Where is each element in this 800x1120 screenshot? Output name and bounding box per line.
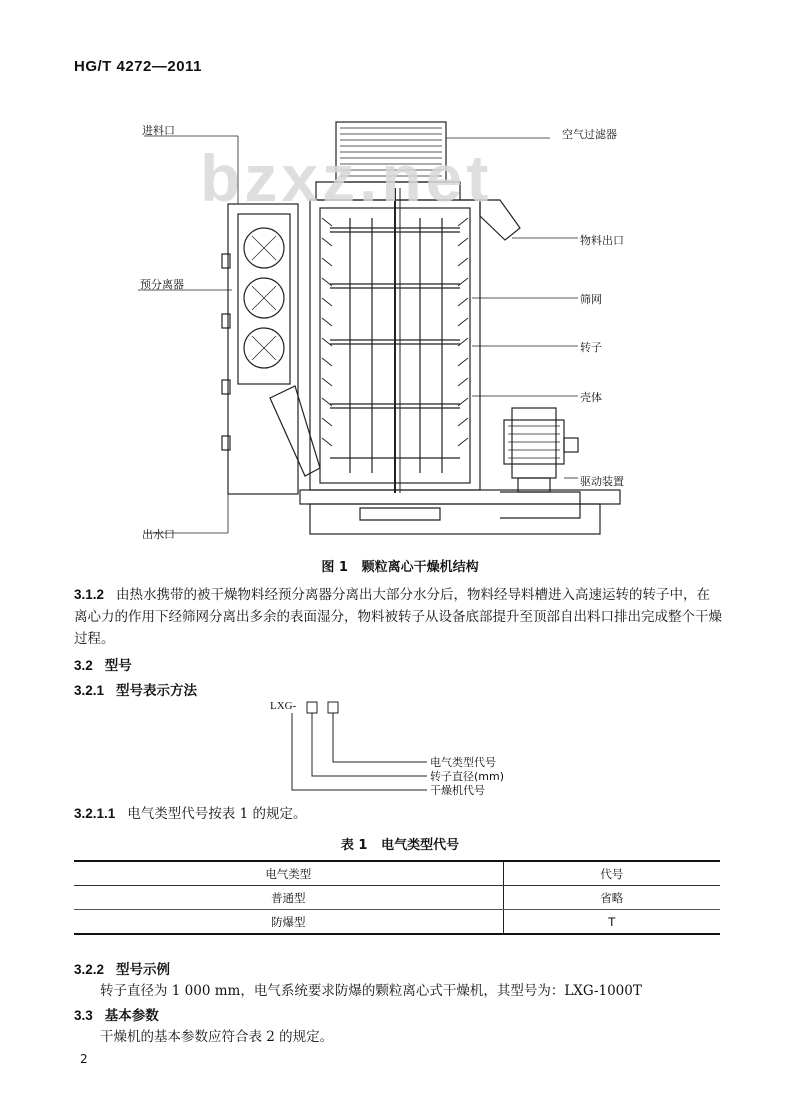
model-code-line-2: 转子直径(mm)	[430, 770, 505, 783]
section-3-2-1-heading	[74, 679, 197, 699]
section-number: 3.2.1.1	[74, 806, 116, 821]
figure-caption-number: 图 1	[321, 560, 348, 575]
section-3-2-heading	[74, 654, 132, 674]
figure-caption	[0, 556, 800, 575]
section-title: 基本参数	[104, 1008, 159, 1024]
table-cell: 省略	[503, 886, 720, 910]
paragraph-text: 由热水携带的被干燥物料经预分离器分离出大部分水分后，物料经导料槽进入高速运转的转子中，在离心力的作用下经筛网分离出多余的表面湿分，物料被转子从设备底部提升至顶部自出料口排出完成整个干燥过程。	[74, 587, 722, 647]
section-3-2-2-heading	[74, 958, 170, 978]
paragraph-3-2-1-1	[74, 803, 306, 825]
table-row	[74, 886, 720, 910]
paragraph-text: 电气类型代号按表 1 的规定。	[127, 806, 307, 822]
table-row	[74, 910, 720, 935]
model-code-line-3: 干燥机代号	[430, 784, 485, 797]
figure-caption-text: 颗粒离心干燥机结构	[361, 560, 479, 575]
label-housing: 壳体	[580, 391, 602, 404]
label-water-outlet: 出水口	[142, 528, 175, 541]
paragraph-3-1-2	[74, 584, 722, 650]
model-code-diagram	[262, 698, 562, 808]
section-number: 3.2.2	[74, 962, 105, 977]
section-number: 3.3	[74, 1008, 93, 1023]
section-title: 型号	[104, 658, 132, 674]
label-material-outlet: 物料出口	[580, 234, 624, 247]
section-number: 3.1.2	[74, 587, 105, 602]
label-feed-inlet: 进料口	[142, 124, 175, 137]
label-pre-separator: 预分离器	[140, 278, 184, 291]
paragraph-3-2-2: 转子直径为 1 000 mm，电气系统要求防爆的颗粒离心式干燥机，其型号为：LXG-1000T	[100, 983, 642, 999]
page-number: 2	[80, 1052, 88, 1066]
table-cell: T	[503, 910, 720, 935]
watermark: bzxz.net	[200, 141, 493, 215]
label-rotor: 转子	[580, 341, 602, 354]
paragraph-3-3: 干燥机的基本参数应符合表 2 的规定。	[100, 1029, 334, 1045]
table-caption-number: 表 1	[340, 838, 368, 853]
section-title: 型号表示方法	[116, 683, 198, 699]
table-caption-text: 电气类型代号	[381, 838, 460, 853]
section-number: 3.2	[74, 658, 93, 673]
section-number: 3.2.1	[74, 683, 105, 698]
label-air-filter: 空气过滤器	[562, 128, 617, 141]
section-title: 型号示例	[116, 962, 171, 978]
table-caption	[0, 834, 800, 853]
electrical-type-table	[74, 860, 720, 935]
table-header: 代号	[503, 861, 720, 886]
table-cell: 普通型	[74, 886, 503, 910]
model-code-lines	[262, 698, 562, 808]
model-prefix: LXG-	[270, 700, 297, 712]
section-3-3-heading	[74, 1004, 159, 1024]
table-header: 电气类型	[74, 861, 503, 886]
label-drive-unit: 驱动装置	[580, 475, 624, 488]
standard-code: HG/T 4272—2011	[74, 58, 202, 75]
model-code-line-1: 电气类型代号	[430, 756, 496, 769]
label-screen: 筛网	[580, 293, 602, 306]
table-cell: 防爆型	[74, 910, 503, 935]
